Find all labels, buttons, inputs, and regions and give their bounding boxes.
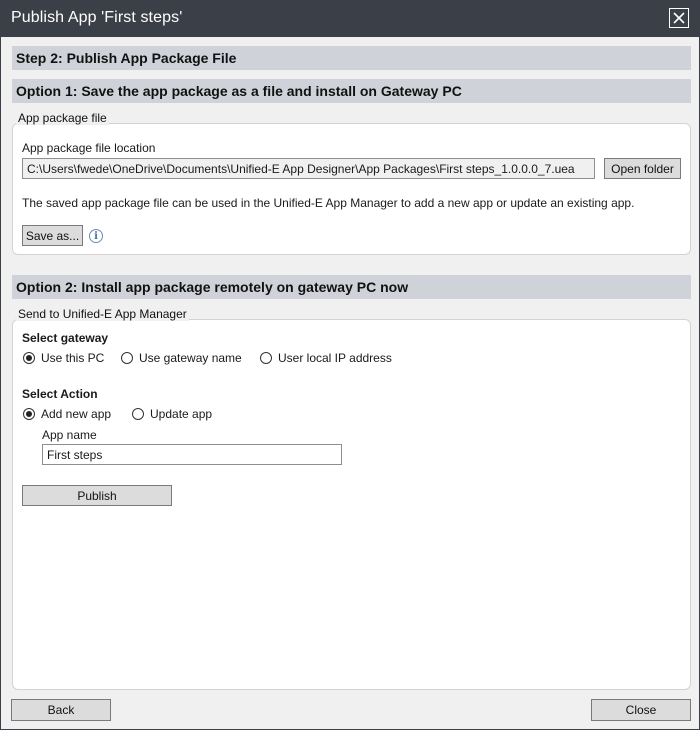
dialog-footer — [2, 692, 698, 729]
close-icon — [673, 12, 685, 24]
action-option-label[interactable]: Add new app — [41, 407, 112, 421]
close-window-button[interactable] — [669, 8, 689, 28]
send-to-app-manager-group — [12, 319, 691, 690]
dialog-content — [2, 37, 698, 692]
send-to-app-manager-legend: Send to Unified-E App Manager — [18, 307, 187, 321]
option1-header: Option 1: Save the app package as a file and install on Gateway PC — [12, 79, 691, 103]
gateway-radio-this-pc[interactable] — [23, 352, 35, 364]
package-description: The saved app package file can be used in the Unified-E App Manager to add a new app or update an existing app. — [22, 196, 635, 210]
window-title: Publish App 'First steps' — [11, 9, 183, 26]
select-gateway-label: Select gateway — [22, 331, 109, 345]
back-button[interactable]: Back — [11, 699, 111, 721]
gateway-radio-ip-address[interactable] — [260, 352, 272, 364]
gateway-radio-gateway-name[interactable] — [121, 352, 133, 364]
option2-header: Option 2: Install app package remotely on gateway PC now — [12, 275, 691, 299]
publish-button[interactable]: Publish — [22, 485, 172, 506]
action-radio-update[interactable] — [132, 408, 144, 420]
select-action-label: Select Action — [22, 387, 98, 401]
file-location-field[interactable]: C:\Users\fwede\OneDrive\Documents\Unified-E App Designer\App Packages\First steps_1.0.0.0_7.uea — [22, 158, 595, 179]
action-option-label[interactable]: Update app — [150, 407, 213, 421]
gateway-option-label[interactable]: Use this PC — [41, 351, 105, 365]
app-name-input[interactable]: First steps — [42, 444, 342, 465]
app-package-file-group — [12, 123, 691, 255]
app-name-label: App name — [42, 428, 97, 442]
open-folder-button[interactable]: Open folder — [604, 158, 681, 179]
action-radio-add-new[interactable] — [23, 408, 35, 420]
title-bar[interactable] — [1, 1, 699, 37]
file-location-label: App package file location — [22, 141, 156, 155]
gateway-option-label[interactable]: Use gateway name — [139, 351, 242, 365]
gateway-option-label[interactable]: User local IP address — [278, 351, 392, 365]
close-button[interactable]: Close — [591, 699, 691, 721]
info-icon[interactable]: i — [89, 229, 103, 243]
save-as-button[interactable]: Save as... — [22, 225, 83, 246]
app-package-file-legend: App package file — [18, 111, 107, 125]
step-header: Step 2: Publish App Package File — [12, 46, 691, 70]
